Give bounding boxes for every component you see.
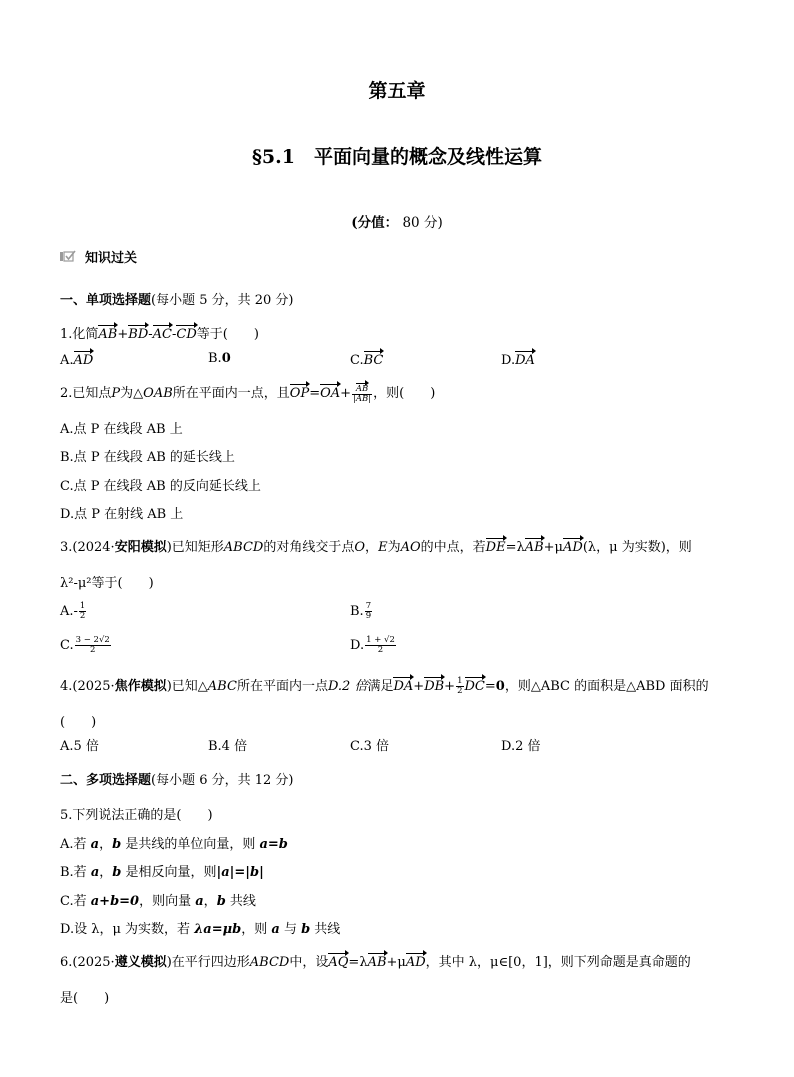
frac-den: 2: [79, 610, 86, 621]
q1-stem: [60, 323, 259, 342]
op: +μ: [543, 540, 563, 555]
q4-text: 满足: [367, 679, 394, 694]
formula: a=b: [259, 837, 288, 852]
q5-option-c[interactable]: [60, 890, 256, 909]
check-badge-icon: [60, 250, 77, 263]
op: =: [309, 386, 321, 401]
q6-stem: [60, 951, 691, 970]
q5-option-a[interactable]: [60, 833, 288, 852]
fraction: [365, 636, 396, 655]
q2-stem: [60, 382, 435, 404]
opt-label: B.: [350, 603, 364, 619]
vector-ad: AD: [563, 540, 583, 555]
vector-b: b: [301, 922, 311, 937]
opt-text: 是相反向量，则: [121, 865, 217, 880]
opt-text: 共线: [225, 894, 256, 909]
opt-text: C.若: [60, 894, 91, 909]
opt-label: B.: [208, 351, 222, 366]
part1-title: 一、单项选择题: [60, 293, 152, 308]
q1-option-b[interactable]: [208, 351, 231, 366]
q2-option-c[interactable]: C.点 P 在线段 AB 的反向延长线上: [60, 479, 261, 494]
q6-source: 遵义模拟: [114, 955, 167, 970]
vector-cd: CD: [176, 327, 197, 342]
triangle-oab: OAB: [143, 386, 173, 401]
unit-vector-fraction: [352, 383, 372, 404]
vector-ab: AB: [524, 540, 544, 555]
q6-text: ，其中 λ，μ∈[0，1]，则下列命题是真命题的: [425, 955, 691, 970]
opt-text: A.若: [60, 837, 91, 852]
q6-prefix: 6.(2025·: [60, 955, 115, 970]
vector-b: b: [112, 865, 122, 880]
q4-source: 焦作模拟: [114, 679, 167, 694]
fraction: [365, 602, 372, 621]
opt-text: ，则向量: [139, 894, 196, 909]
vector-a: a: [271, 922, 280, 937]
q2-suffix: ，则( ): [373, 386, 436, 401]
point-d: D.2 倍: [327, 679, 368, 694]
score-label: (分值：: [351, 215, 399, 231]
q4-option-d[interactable]: D.2 倍: [501, 739, 541, 754]
vector-da: DA: [393, 679, 414, 694]
q2-text: 为△: [120, 386, 144, 401]
vector-ab: AB: [98, 327, 118, 342]
op: =λ: [505, 540, 525, 555]
opt-text: 是共线的单位向量，则: [121, 837, 260, 852]
op: +: [340, 386, 352, 401]
vector-de: DE: [485, 540, 506, 555]
q3-text: ，: [365, 540, 379, 555]
q1-option-d[interactable]: [501, 351, 535, 368]
q4-option-c[interactable]: C.3 倍: [350, 739, 390, 754]
q3-text: 的中点，若: [420, 540, 486, 555]
q3-stem: [60, 536, 692, 555]
q3-option-a[interactable]: [60, 602, 87, 621]
vector-oa: OA: [320, 386, 341, 401]
vector-dc: DC: [464, 679, 485, 694]
vector-b: b: [216, 894, 226, 909]
op: =: [484, 679, 496, 694]
tag-label: 知识过关: [85, 251, 138, 266]
opt-text: B.若: [60, 865, 91, 880]
part1-note: (每小题 5 分，共 20 分): [151, 293, 294, 308]
q5-option-d[interactable]: [60, 918, 340, 937]
opt-text: ，: [99, 865, 113, 880]
q6-text: 中，设: [289, 955, 329, 970]
frac-den: |AB|: [353, 394, 372, 404]
q5-option-b[interactable]: [60, 861, 264, 880]
formula: a+b=0: [90, 894, 140, 909]
frac-num: 1: [457, 676, 463, 687]
q3-text: (λ，μ 为实数)，则: [582, 540, 692, 555]
zero-vector: 0: [221, 351, 231, 366]
knowledge-tag: [60, 247, 137, 266]
parallelogram-abcd: ABCD: [249, 955, 290, 970]
frac-den: 9: [365, 610, 372, 621]
vector-a: a: [90, 865, 100, 880]
q3-source: 安阳模拟: [114, 540, 167, 555]
q1-option-a[interactable]: [60, 351, 93, 368]
op: -: [172, 327, 177, 342]
q2-prefix: 2.已知点: [60, 386, 112, 401]
opt-label: A.-: [60, 603, 78, 619]
part2-note: (每小题 6 分，共 12 分): [151, 773, 294, 788]
vector-op: OP: [289, 386, 310, 401]
zero-vector: 0: [495, 679, 505, 694]
opt-text: D.设 λ，μ 为实数，若: [60, 922, 195, 937]
fraction: [79, 602, 86, 621]
frac-num: 1: [79, 601, 86, 611]
opt-label: D.: [350, 637, 365, 653]
q4-stem-line2: ( ): [60, 715, 97, 730]
q4-text: 所在平面内一点: [236, 679, 328, 694]
formula: |a|=|b|: [216, 865, 264, 880]
opt-text: ，则: [241, 922, 272, 937]
part1-heading: [60, 289, 294, 308]
q5-stem: 5.下列说法正确的是( ): [60, 808, 213, 823]
q3-option-d[interactable]: [350, 636, 397, 655]
vector-ab: AB: [367, 955, 387, 970]
score-value: 80 分): [402, 215, 443, 231]
op: +μ: [386, 955, 406, 970]
q3-text: 为: [387, 540, 401, 555]
vector-ad: AD: [405, 955, 426, 970]
q3-stem-line2: λ²-μ²等于( ): [60, 576, 154, 591]
frac-num: AB: [355, 384, 369, 395]
q2-option-d[interactable]: D.点 P 在射线 AB 上: [60, 507, 184, 522]
vector-ad: AD: [73, 353, 94, 368]
segment-ao: AO: [400, 540, 421, 555]
vector-bc: BC: [363, 353, 384, 368]
q6-stem-line2: 是( ): [60, 991, 110, 1006]
q3-text: )已知矩形: [166, 540, 224, 555]
vector-aq: AQ: [328, 955, 349, 970]
formula: λa=μb: [194, 922, 242, 937]
vector-bd: BD: [128, 327, 149, 342]
part2-heading: [60, 769, 294, 788]
q2-option-a[interactable]: A.点 P 在线段 AB 上: [60, 422, 183, 437]
vector-b: b: [112, 837, 122, 852]
opt-label: D.: [501, 353, 516, 368]
q2-text: 所在平面内一点，且: [172, 386, 290, 401]
opt-text: 与: [279, 922, 302, 937]
frac-num: 1 + √2: [366, 635, 395, 645]
opt-text: 共线: [310, 922, 341, 937]
opt-label: C.: [350, 353, 364, 368]
frac-num: 3 − 2√2: [75, 635, 110, 645]
point-o: O: [354, 540, 366, 555]
rect-abcd: ABCD: [223, 540, 264, 555]
q4-option-a[interactable]: A.5 倍: [60, 739, 99, 754]
q4-text: ，则△ABC 的面积是△ABD 面积的: [504, 679, 709, 694]
q1-option-c[interactable]: [350, 351, 383, 368]
opt-text: ，: [99, 837, 113, 852]
q3-option-b[interactable]: [350, 602, 373, 621]
q4-text: )已知△: [166, 679, 208, 694]
point-e: E: [378, 540, 388, 555]
q6-text: )在平行四边形: [166, 955, 250, 970]
op: +: [117, 327, 129, 342]
section-title: §5.1 平面向量的概念及线性运算: [252, 146, 542, 168]
opt-text: ，: [203, 894, 217, 909]
vector-a: a: [195, 894, 204, 909]
opt-label: A.: [60, 353, 74, 368]
point-p: P: [111, 386, 121, 401]
fraction: [75, 636, 111, 655]
vector-da: DA: [515, 353, 535, 368]
score-line: [0, 211, 794, 231]
frac-den: 2: [457, 686, 463, 696]
q4-prefix: 4.(2025·: [60, 679, 115, 694]
q1-suffix: 等于( ): [196, 327, 259, 342]
op: +: [444, 679, 456, 694]
frac-den: 2: [377, 644, 384, 655]
q4-stem: [60, 675, 709, 696]
vector-a: a: [90, 837, 100, 852]
part2-title: 二、多项选择题: [60, 773, 152, 788]
q2-option-b[interactable]: B.点 P 在线段 AB 的延长线上: [60, 450, 235, 465]
frac-num: 7: [365, 601, 372, 611]
chapter-title: 第五章: [368, 80, 426, 102]
q3-text: 的对角线交于点: [263, 540, 355, 555]
frac-den: 2: [90, 644, 96, 655]
q3-prefix: 3.(2024·: [60, 540, 115, 555]
q3-option-c[interactable]: [60, 636, 112, 655]
vector-ac: AC: [152, 327, 172, 342]
op: =λ: [348, 955, 368, 970]
opt-label: C.: [60, 637, 74, 653]
fraction: [456, 677, 463, 696]
q4-option-b[interactable]: B.4 倍: [208, 739, 248, 754]
vector-db: DB: [424, 679, 445, 694]
op: +: [413, 679, 425, 694]
op: -: [148, 327, 153, 342]
q1-prefix: 1.化简: [60, 327, 99, 342]
triangle-abc: ABC: [207, 679, 237, 694]
